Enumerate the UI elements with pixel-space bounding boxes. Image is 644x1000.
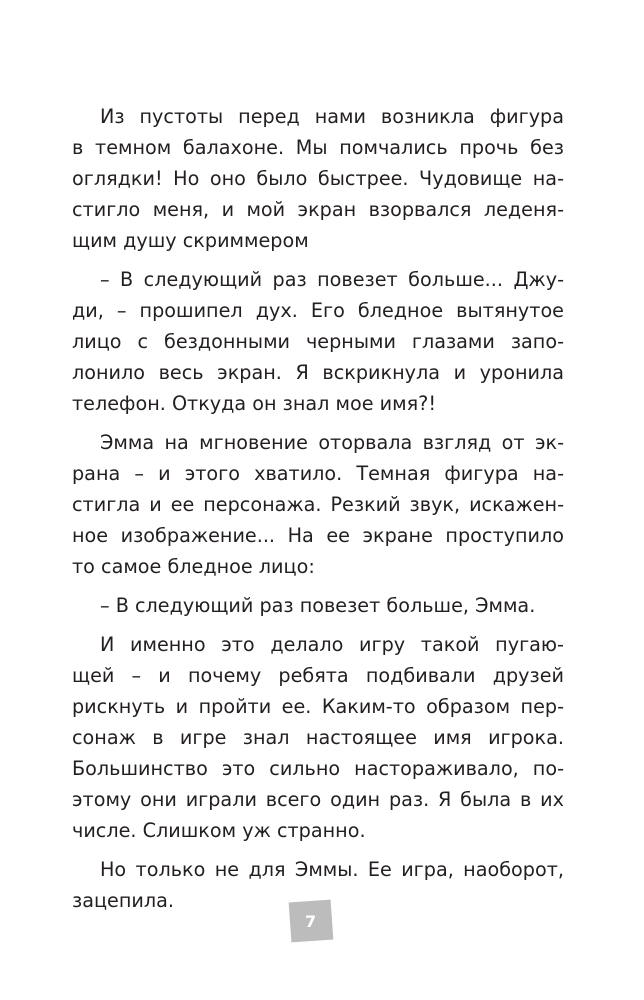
text-line: оглядки! Но оно было быстрее. Чудовище на- — [72, 167, 564, 190]
text-line: Но только не для Эммы. Ее игра, наоборот, — [100, 858, 564, 881]
text-line: телефон. Откуда он знал мое имя?! — [72, 392, 437, 415]
text-line: – В следующий раз повезет больше... Джу- — [100, 268, 564, 291]
text-line: И именно это делало игру такой пугаю- — [100, 633, 564, 656]
text-line: Из пустоты перед нами возникла фигура — [100, 105, 564, 128]
text-line: щим душу скриммером — [72, 229, 309, 252]
text-line: щей – и почему ребята подбивали друзей — [72, 664, 564, 687]
text-line: стигло меня, и мой экран взорвался леденя- — [72, 198, 564, 221]
page-number: 7 — [305, 911, 317, 931]
text-line: лицо с бездонными черными глазами запо- — [72, 330, 564, 353]
text-line: рана – и этого хватило. Темная фигура на- — [72, 462, 564, 485]
text-line: ное изображение... На ее экране проступило — [72, 524, 564, 547]
text-line: рискнуть и пройти ее. Каким-то образом пер- — [72, 695, 564, 718]
text-line: Большинство это сильно настораживало, по- — [72, 757, 564, 780]
text-line: стигла и ее персонажа. Резкий звук, искажен- — [72, 493, 564, 516]
text-line: в темном балахоне. Мы помчались прочь без — [72, 136, 564, 159]
paragraph-3 — [72, 427, 564, 582]
page-body — [72, 101, 564, 924]
text-line: числе. Слишком уж странно. — [72, 819, 366, 842]
paragraph-5 — [72, 629, 564, 846]
text-line: лонило весь экран. Я вскрикнула и уронила — [72, 361, 564, 384]
paragraph-4 — [72, 590, 564, 621]
paragraph-2 — [72, 264, 564, 419]
text-line: этому они играли всего один раз. Я была в их — [72, 788, 564, 811]
text-line: сонаж в игре знал настоящее имя игрока. — [72, 726, 564, 749]
text-line: ди, – прошипел дух. Его бледное вытянутое — [72, 299, 564, 322]
text-line: – В следующий раз повезет больше, Эмма. — [100, 594, 536, 617]
text-line: то самое бледное лицо: — [72, 555, 315, 578]
paragraph-1 — [72, 101, 564, 256]
text-line: зацепила. — [72, 889, 174, 912]
text-line: Эмма на мгновение оторвала взгляд от эк- — [100, 431, 564, 454]
page-number-badge — [289, 900, 334, 943]
